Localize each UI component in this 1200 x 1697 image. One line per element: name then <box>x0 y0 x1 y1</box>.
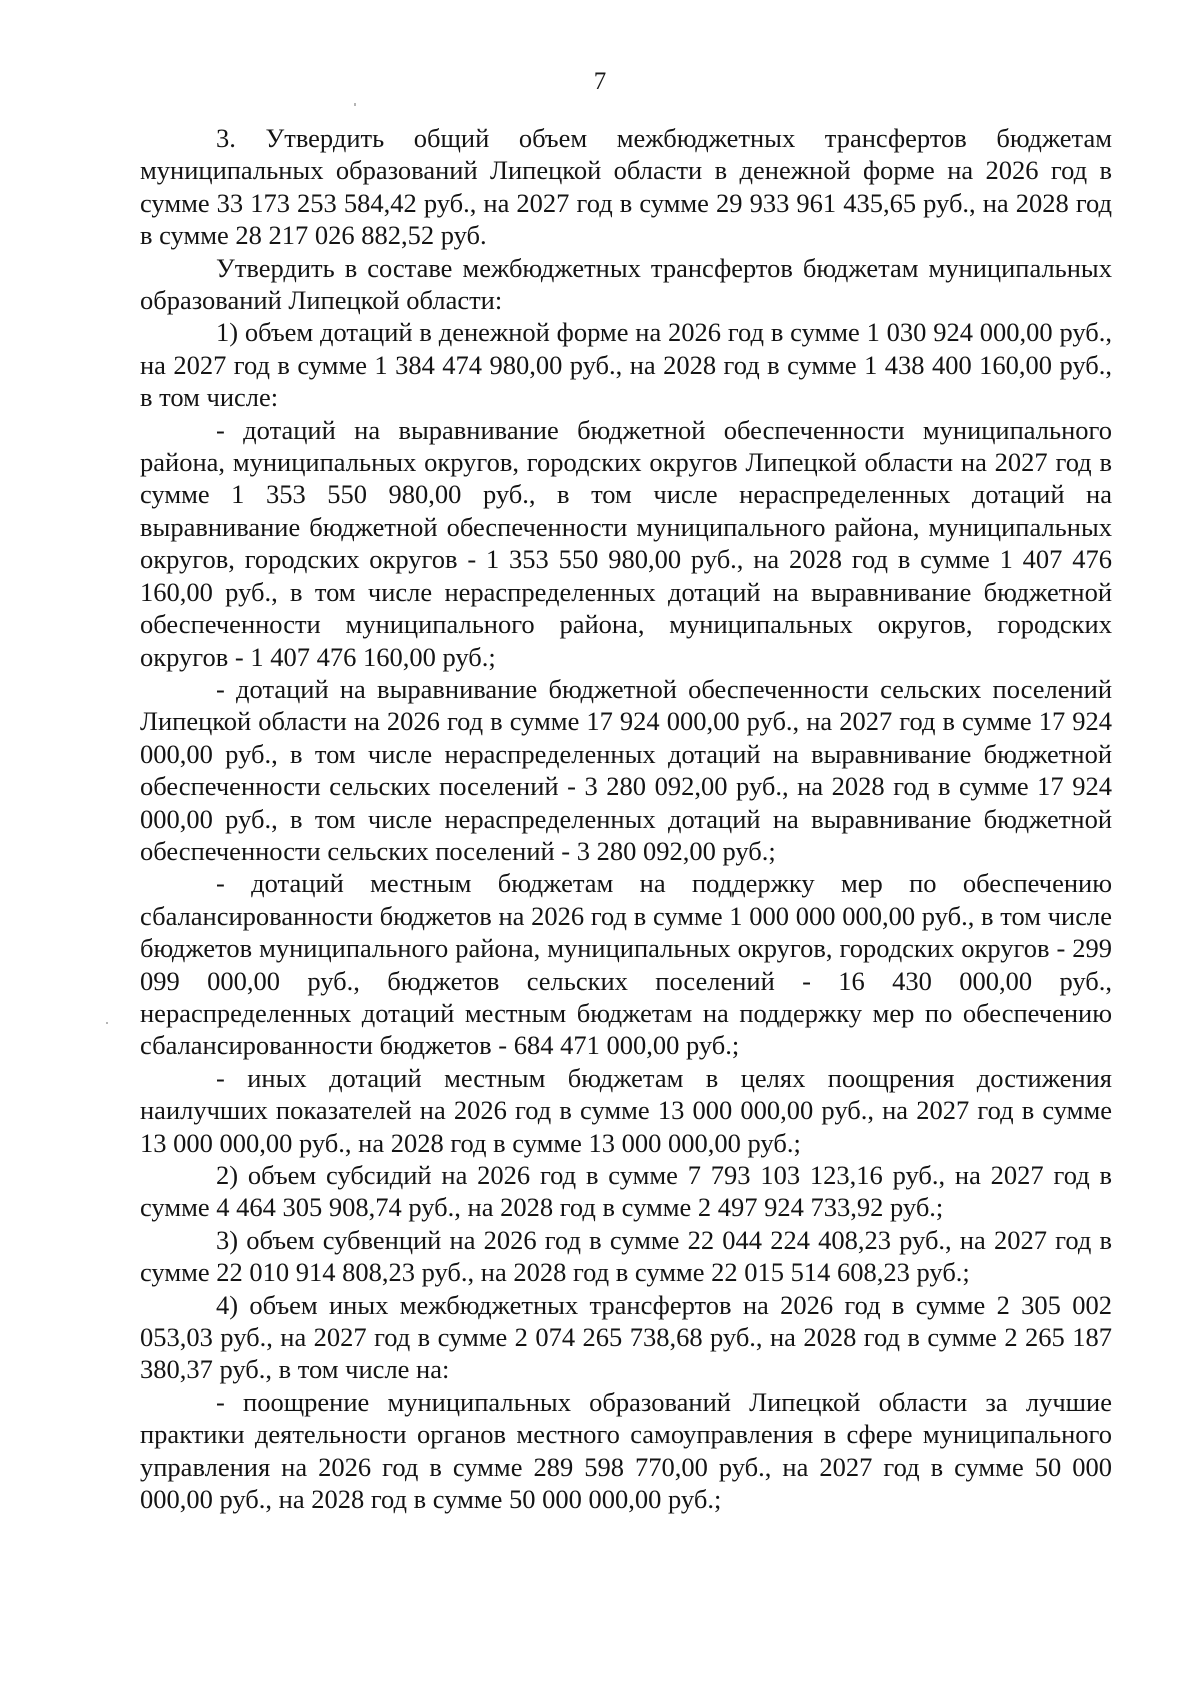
scan-speck <box>106 1022 108 1024</box>
paragraph-approve-composition: Утвердить в составе межбюджетных трансфертов бюджетам муниципальных образований Липецкой области: <box>140 252 1112 316</box>
document-body <box>140 122 1112 1515</box>
paragraph-bullet-other-grants: - иных дотаций местным бюджетам в целях поощрения достижения наилучших показателей на 2026 год в сумме 13 000 000,00 руб., на 2027 год в сумме 13 000 000,00 руб., на 2028 год в сумме 13 000 000,00 руб.; <box>140 1062 1112 1158</box>
paragraph-item-4-other-transfers: 4) объем иных межбюджетных трансфертов на 2026 год в сумме 2 305 002 053,03 руб., на 2027 год в сумме 2 074 265 738,68 руб., на 2028 год в сумме 2 265 187 380,37 руб., в том числе на: <box>140 1289 1112 1385</box>
paragraph-bullet-balance-support: - дотаций местным бюджетам на поддержку мер по обеспечению сбалансированности бюджетов на 2026 год в сумме 1 000 000 000,00 руб., в том числе бюджетов муниципального района, муниципальных округов, городских округов - 299 099 000,00 руб., бюджетов сельских поселений - 16 430 000,00 руб., нераспределенных дотаций местным бюджетам на поддержку мер по обеспечению сбалансированности бюджетов - 684 471 000,00 руб.; <box>140 868 1112 1061</box>
scan-speck <box>354 103 356 106</box>
paragraph-item-3-subventions: 3) объем субвенций на 2026 год в сумме 22 044 224 408,23 руб., на 2027 год в сумме 22 010 914 808,23 руб., на 2028 год в сумме 22 015 514 608,23 руб.; <box>140 1224 1112 1288</box>
paragraph-bullet-rural-equalization: - дотаций на выравнивание бюджетной обеспеченности сельских поселений Липецкой области на 2026 год в сумме 17 924 000,00 руб., на 2027 год в сумме 17 924 000,00 руб., в том числе нераспределенных дотаций на выравнивание бюджетной обеспеченности сельских поселений - 3 280 092,00 руб., на 2028 год в сумме 17 924 000,00 руб., в том числе нераспределенных дотаций на выравнивание бюджетной обеспеченности сельских поселений - 3 280 092,00 руб.; <box>140 673 1112 866</box>
paragraph-item-2-subsidies: 2) объем субсидий на 2026 год в сумме 7 793 103 123,16 руб., на 2027 год в сумме 4 464 305 908,74 руб., на 2028 год в сумме 2 497 924 733,92 руб.; <box>140 1160 1112 1223</box>
paragraph-item-1-subsidies-grants: 1) объем дотаций в денежной форме на 2026 год в сумме 1 030 924 000,00 руб., на 2027 год в сумме 1 384 474 980,00 руб., на 2028 год в сумме 1 438 400 160,00 руб., в том числе: <box>140 317 1112 413</box>
paragraph-bullet-best-practices: - поощрение муниципальных образований Липецкой области за лучшие практики деятельности органов местного самоуправления в сфере муниципального управления на 2026 год в сумме 289 598 770,00 руб., на 2027 год в сумме 50 000 000,00 руб., на 2028 год в сумме 50 000 000,00 руб.; <box>140 1386 1112 1515</box>
paragraph-3-total-transfers: 3. Утвердить общий объем межбюджетных трансфертов бюджетам муниципальных образований Липецкой области в денежной форме на 2026 год в сумме 33 173 253 584,42 руб., на 2027 год в сумме 29 933 961 435,65 руб., на 2028 год в сумме 28 217 026 882,52 руб. <box>140 123 1112 251</box>
page-number: 7 <box>593 68 607 95</box>
paragraph-bullet-district-equalization: - дотаций на выравнивание бюджетной обеспеченности муниципального района, муниципальных округов, городских округов Липецкой области на 2027 год в сумме 1 353 550 980,00 руб., в том числе нераспределенных дотаций на выравнивание бюджетной обеспеченности муниципального района, муниципальных округов, городских округов - 1 353 550 980,00 руб., на 2028 год в сумме 1 407 476 160,00 руб., в том числе нераспределенных дотаций на выравнивание бюджетной обеспеченности муниципального района, муниципальных округов, городских округов - 1 407 476 160,00 руб.; <box>140 414 1112 672</box>
